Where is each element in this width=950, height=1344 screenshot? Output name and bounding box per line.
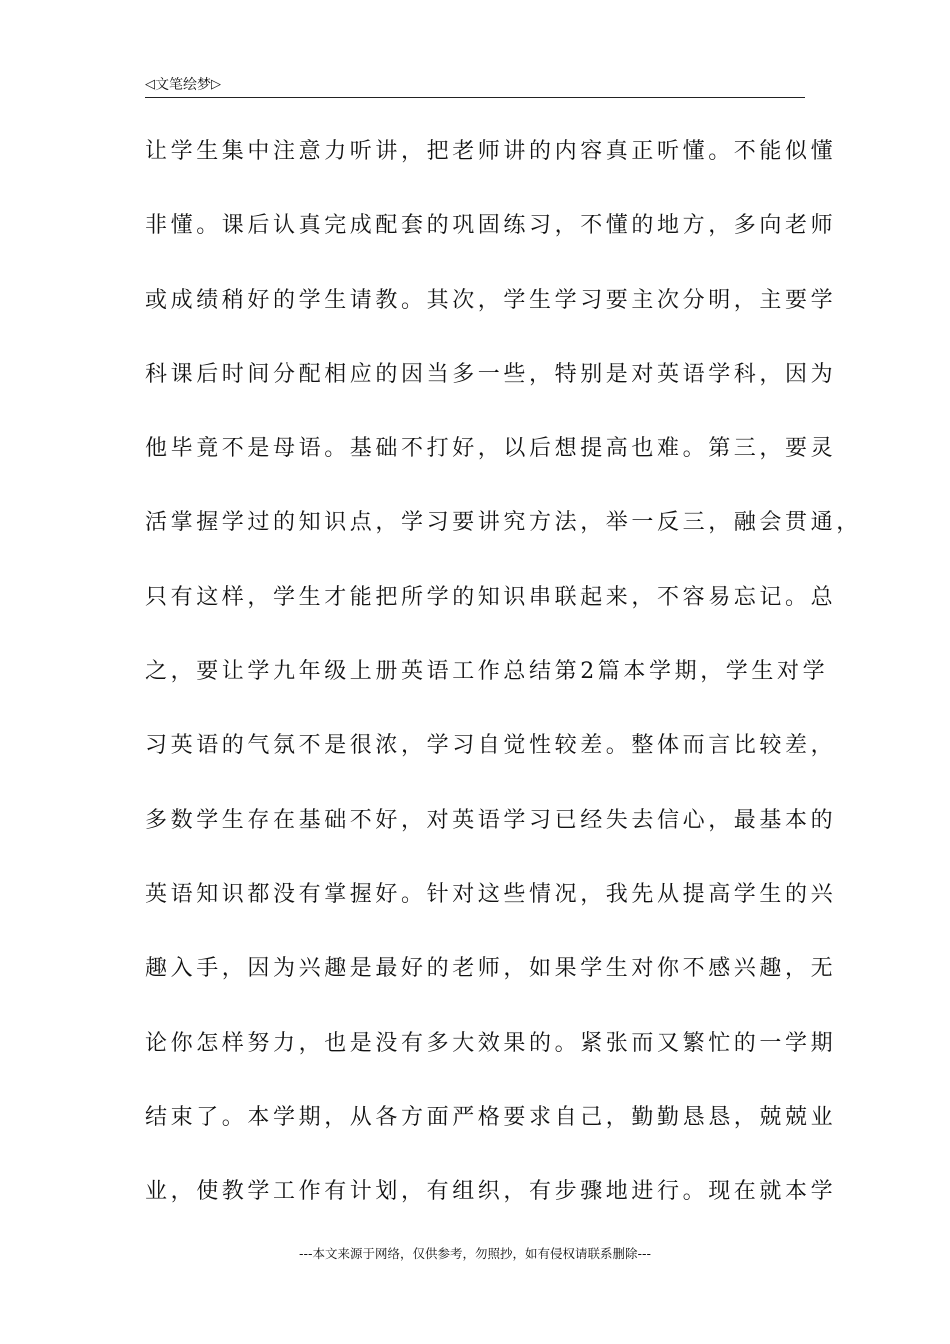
body-line: 只有这样，学生才能把所学的知识串联起来，不容易忘记。总 — [145, 584, 837, 610]
body-line: 之，要让学九年级上册英语工作总结第2篇本学期，学生对学 — [145, 659, 829, 685]
body-line: 习英语的气氛不是很浓，学习自觉性较差。整体而言比较差， — [145, 733, 837, 759]
body-line: 非懂。课后认真完成配套的巩固练习，不懂的地方，多向老师 — [145, 213, 837, 239]
body-line: 让学生集中注意力听讲，把老师讲的内容真正听懂。不能似懂 — [145, 139, 837, 164]
left-triangle-icon: ◁ — [145, 76, 155, 92]
body-line: 结束了。本学期，从各方面严格要求自己，勤勤恳恳，兢兢业 — [145, 1104, 837, 1130]
body-line: 趣入手，因为兴趣是最好的老师，如果学生对你不感兴趣，无 — [145, 956, 837, 982]
body-line: 英语知识都没有掌握好。针对这些情况，我先从提高学生的兴 — [145, 881, 837, 907]
body-line: 业，使教学工作有计划，有组织，有步骤地进行。现在就本学 — [145, 1179, 837, 1205]
body-line: 或成绩稍好的学生请教。其次，学生学习要主次分明，主要学 — [145, 287, 837, 313]
body-line: 活掌握学过的知识点，学习要讲究方法，举一反三，融会贯通， — [145, 510, 862, 536]
header-title: 文笔绘梦 — [155, 77, 211, 93]
page-header — [145, 72, 221, 96]
right-triangle-icon: ▷ — [211, 76, 221, 92]
body-line: 他毕竟不是母语。基础不打好，以后想提高也难。第三，要灵 — [145, 436, 837, 462]
document-body — [145, 115, 862, 1229]
page-footer-disclaimer: ---本文来源于网络，仅供参考，勿照抄，如有侵权请联系删除--- — [298, 1246, 652, 1261]
body-line: 多数学生存在基础不好，对英语学习已经失去信心，最基本的 — [145, 807, 837, 833]
header-divider — [145, 97, 805, 98]
body-line: 论你怎样努力，也是没有多大效果的。紧张而又繁忙的一学期 — [145, 1030, 837, 1056]
body-line: 科课后时间分配相应的因当多一些，特别是对英语学科，因为 — [145, 361, 837, 387]
